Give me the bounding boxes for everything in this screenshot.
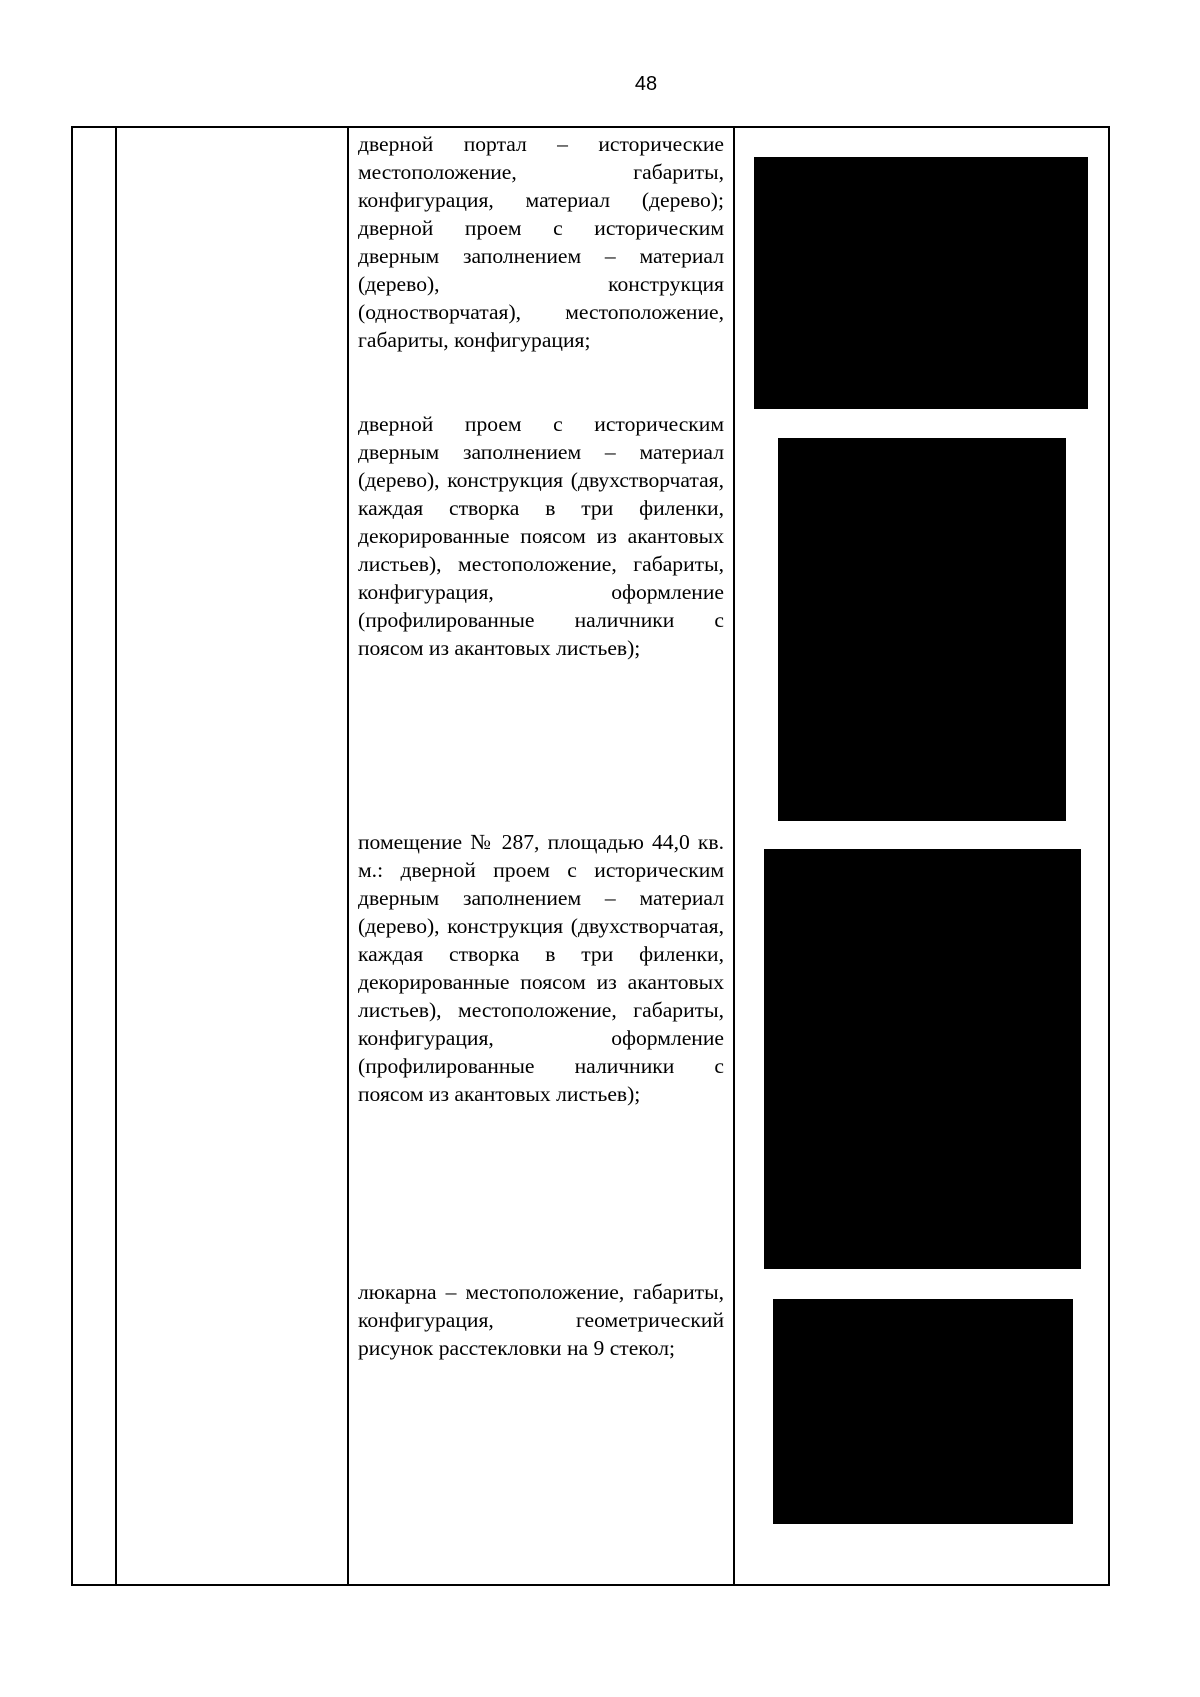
column-divider-2 — [347, 126, 349, 1586]
entry-door-portal: дверной портал – исторические местоположение, габариты, конфигурация, материал (дерево); дверной проем с историческим дверным заполнением – материал (дерево), конструкция (одностворчатая), местоположение, габариты, конфигурация; — [358, 132, 724, 352]
column-divider-1 — [115, 126, 117, 1586]
redacted-photo-3 — [764, 849, 1081, 1269]
page-number: 48 — [634, 73, 658, 95]
entry-room-287: помещение № 287, площадью 44,0 кв. м.: дверной проем с историческим дверным заполнением – материал (дерево), конструкция (двухстворчатая, каждая створка в три филенки, декорированные поясом из акантовых листьев), местоположение, габариты, конфигурация, оформление (профилированные наличники с поясом из акантовых листьев); — [358, 830, 724, 1106]
column-divider-3 — [733, 126, 735, 1586]
entry-double-door: дверной проем с историческим дверным заполнением – материал (дерево), конструкция (двухстворчатая, каждая створка в три филенки, декорированные поясом из акантовых листьев), местоположение, габариты, конфигурация, оформление (профилированные наличники с поясом из акантовых листьев); — [358, 412, 724, 660]
redacted-photo-2 — [778, 438, 1066, 821]
redacted-photo-1 — [754, 157, 1088, 409]
entry-dormer: люкарна – местоположение, габариты, конфигурация, геометрический рисунок расстекловки на 9 стекол; — [358, 1280, 724, 1360]
redacted-photo-4 — [773, 1299, 1073, 1524]
